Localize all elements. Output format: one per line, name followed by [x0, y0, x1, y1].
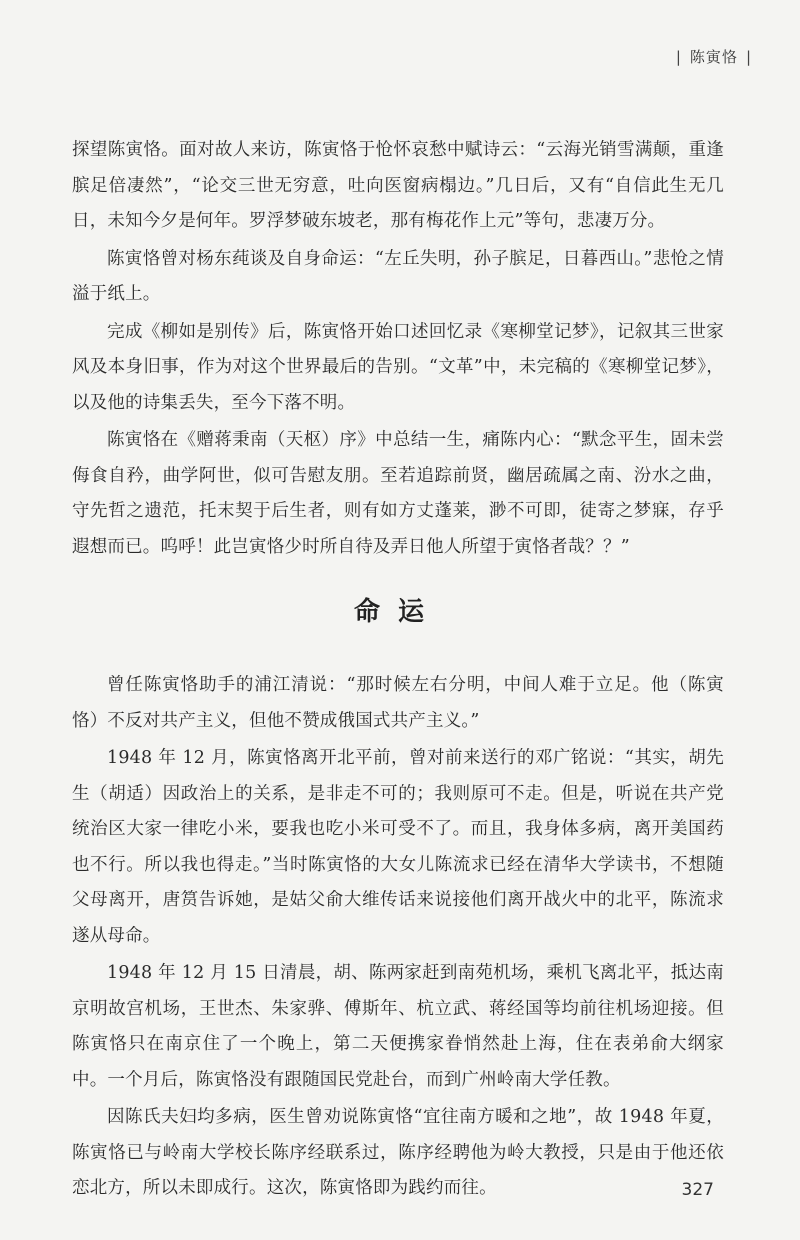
paragraph: 曾任陈寅恪助手的浦江清说：“那时候左右分明，中间人难于立足。他（陈寅恪）不反对共产主义，但他不赞成俄国式共产主义。”: [72, 675, 724, 731]
paragraph: 1948 年 12 月，陈寅恪离开北平前，曾对前来送行的邓广铭说：“其实，胡先生（胡适）因政治上的关系，是非走不可的；我则原可不走。但是，听说在共产党统治区大家一律吃小米，要我也吃小米可受不了。而且，我身体多病，离开美国药也不行。所以我也得走。”当时陈寅恪的大女儿陈流求已经在清华大学读书，不想随父母离开，唐筼告诉她，是姑父俞大维传话来说接他们离开战火中的北平，陈流求遂从母命。: [72, 748, 724, 946]
running-head: [668, 46, 760, 67]
running-head-title: 陈寅恪: [689, 48, 738, 66]
body-text: [72, 133, 724, 1209]
paragraph: 因陈氏夫妇均多病，医生曾劝说陈寅恪“宜往南方暖和之地”，故 1948 年夏，陈寅恪已与岭南大学校长陈序经联系过，陈序经聘他为岭大教授，只是由于他还依恋北方，所以未即成行。这次，陈寅恪即为践约而往。: [72, 1107, 724, 1198]
running-head-divider-right: |: [745, 48, 752, 66]
running-head-divider-left: |: [675, 48, 682, 66]
paragraph-continued: 探望陈寅恪。面对故人来访，陈寅恪于怆怀哀愁中赋诗云：“云海光销雪满颠，重逢膑足倍凄然”，“论交三世无穷意，吐向医窗病榻边。”几日后，又有“自信此生无几日，未知今夕是何年。罗浮梦破东坡老，那有梅花作上元”等句，悲凄万分。: [72, 140, 724, 231]
page-number: 327: [681, 1180, 714, 1200]
paragraph: 1948 年 12 月 15 日清晨，胡、陈两家赶到南苑机场，乘机飞离北平，抵达南京明故宫机场，王世杰、朱家骅、傅斯年、杭立武、蒋经国等均前往机场迎接。但陈寅恪只在南京住了一个晚上，第二天便携家眷悄然赴上海，住在表弟俞大纲家中。一个月后，陈寅恪没有跟随国民党赴台，而到广州岭南大学任教。: [72, 963, 724, 1090]
paragraph: 陈寅恪在《赠蒋秉南（天枢）序》中总结一生，痛陈内心：“默念平生，固未尝侮食自矜，曲学阿世，似可告慰友朋。至若追踪前贤，幽居疏属之南、汾水之曲，守先哲之遗范，托末契于后生者，则有如方丈蓬莱，渺不可即，徒寄之梦寐，存乎遐想而已。呜呼！此岂寅恪少时所自待及弄日他人所望于寅恪者哉？？”: [72, 430, 724, 557]
paragraph: 完成《柳如是别传》后，陈寅恪开始口述回忆录《寒柳堂记梦》，记叙其三世家风及本身旧事，作为对这个世界最后的告别。“文革”中，未完稿的《寒柳堂记梦》，以及他的诗集丢失，至今下落不明。: [72, 321, 724, 413]
paragraph: 陈寅恪曾对杨东莼谈及自身命运：“左丘失明，孙子膑足，日暮西山。”悲怆之情溢于纸上。: [72, 248, 724, 304]
section-heading: 命运: [353, 597, 442, 627]
